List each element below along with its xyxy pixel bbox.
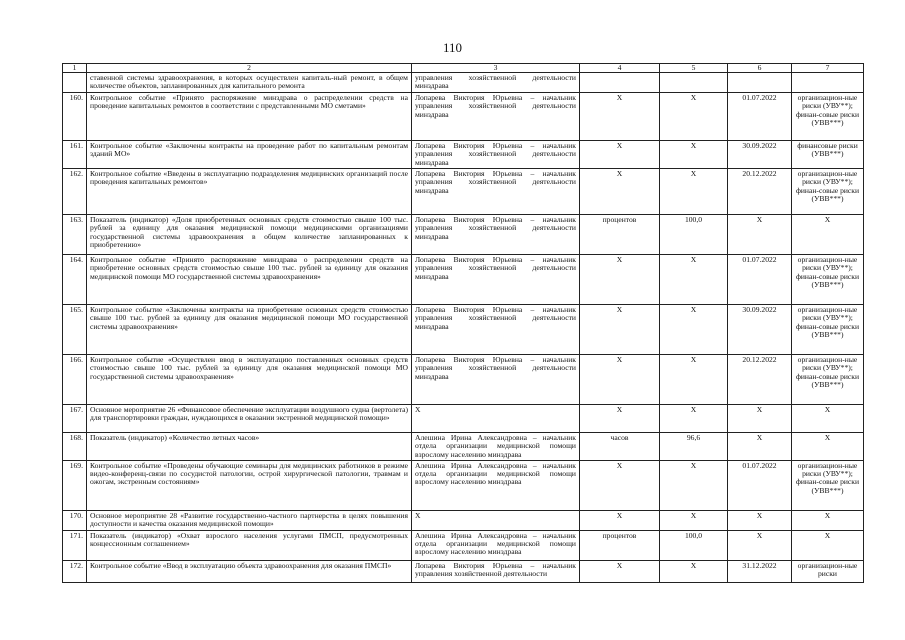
table-row	[63, 433, 864, 461]
risks-cell	[792, 73, 864, 93]
responsible-person: Алешина Ирина Александровна – начальник отдела организации медицинской помощи взрослому населению минздрава	[412, 433, 580, 461]
header-cell: 5	[660, 64, 728, 73]
date-cell: 01.07.2022	[728, 93, 792, 141]
risks-cell: организацион-ные риски (УВУ**); финан-совые риски (УВВ***)	[792, 169, 864, 215]
date-cell: 31.12.2022	[728, 560, 792, 582]
unit-cell: X	[580, 510, 660, 530]
table-row	[63, 530, 864, 560]
row-number: 170.	[63, 510, 87, 530]
row-number: 166.	[63, 355, 87, 405]
value-cell: X	[660, 405, 728, 433]
value-cell: X	[660, 355, 728, 405]
value-cell: X	[660, 93, 728, 141]
value-cell: 100,0	[660, 530, 728, 560]
row-number: 165.	[63, 305, 87, 355]
responsible-person: Алешина Ирина Александровна – начальник отдела организации медицинской помощи взрослому населению минздрава	[412, 460, 580, 510]
table-row	[63, 560, 864, 582]
unit-cell: X	[580, 255, 660, 305]
row-number: 160.	[63, 93, 87, 141]
value-cell: X	[660, 560, 728, 582]
unit-cell: X	[580, 460, 660, 510]
unit-cell: процентов	[580, 530, 660, 560]
responsible-person: Лопарева Виктория Юрьевна – начальник управления хозяйственной деятельности минздрава	[412, 305, 580, 355]
event-text: Показатель (индикатор) «Количество летных часов»	[87, 433, 412, 461]
value-cell: X	[660, 141, 728, 169]
date-cell: X	[728, 405, 792, 433]
header-cell: 3	[412, 64, 580, 73]
table-row	[63, 93, 864, 141]
event-text: ставенной системы здравоохранения, в которых осуществлен капиталь-ный ремонт, в общем количестве объектов, запланированных для капитального ремонта	[87, 73, 412, 93]
program-table	[62, 63, 864, 583]
unit-cell: X	[580, 405, 660, 433]
risks-cell: организацион-ные риски (УВУ**); финан-совые риски (УВВ***)	[792, 460, 864, 510]
unit-cell: X	[580, 305, 660, 355]
row-number: 161.	[63, 141, 87, 169]
risks-cell: X	[792, 215, 864, 255]
header-cell: 1	[63, 64, 87, 73]
event-text: Контрольное событие «Введены в эксплуатацию подразделения медицинских организаций после проведения капитальных ремонтов»	[87, 169, 412, 215]
date-cell	[728, 73, 792, 93]
responsible-person: Лопарева Виктория Юрьевна – начальник управления хозяйственной деятельности минздрава	[412, 93, 580, 141]
responsible-person: Лопарева Виктория Юрьевна – начальник управления хозяйственной деятельности	[412, 560, 580, 582]
date-cell: 20.12.2022	[728, 355, 792, 405]
value-cell: 96,6	[660, 433, 728, 461]
table-row	[63, 215, 864, 255]
risks-cell: X	[792, 530, 864, 560]
table-row	[63, 255, 864, 305]
unit-cell: X	[580, 93, 660, 141]
date-cell: X	[728, 510, 792, 530]
responsible-person: Лопарева Виктория Юрьевна – начальник управления хозяйственной деятельности минздрава	[412, 355, 580, 405]
unit-cell: часов	[580, 433, 660, 461]
value-cell: X	[660, 255, 728, 305]
risks-cell: X	[792, 405, 864, 433]
row-number: 171.	[63, 530, 87, 560]
risks-cell: X	[792, 510, 864, 530]
unit-cell: X	[580, 560, 660, 582]
event-text: Основное мероприятие 26 «Финансовое обеспечение эксплуатации воздушного судна (вертолета) для транспортировки граждан, нуждающихся в оказании экстренной медицинской помощи»	[87, 405, 412, 433]
header-cell: 4	[580, 64, 660, 73]
responsible-person: X	[412, 405, 580, 433]
unit-cell: X	[580, 169, 660, 215]
date-cell: 01.07.2022	[728, 460, 792, 510]
date-cell: X	[728, 215, 792, 255]
date-cell: X	[728, 433, 792, 461]
page-number: 110	[442, 40, 463, 55]
row-number: 164.	[63, 255, 87, 305]
responsible-person: Лопарева Виктория Юрьевна – начальник управления хозяйственной деятельности минздрава	[412, 169, 580, 215]
date-cell: 20.12.2022	[728, 169, 792, 215]
row-number: 169.	[63, 460, 87, 510]
row-number	[63, 73, 87, 93]
date-cell: 30.09.2022	[728, 141, 792, 169]
event-text: Контрольное событие «Заключены контракты на проведение работ по капитальным ремонтам зданий МО»	[87, 141, 412, 169]
event-text: Контрольное событие «Принято распоряжение минздрава о распределении средств на проведение капитальных ремонтов в соответствии с представленными МО сметами»	[87, 93, 412, 141]
value-cell	[660, 73, 728, 93]
responsible-person: Лопарева Виктория Юрьевна – начальник управления хозяйственной деятельности минздрава	[412, 215, 580, 255]
unit-cell: X	[580, 141, 660, 169]
responsible-person: X	[412, 510, 580, 530]
table-row	[63, 305, 864, 355]
event-text: Показатель (индикатор) «Охват взрослого населения услугами ПМСП, предусмотренных концессионным соглашением»	[87, 530, 412, 560]
risks-cell: организацион-ные риски (УВУ**); финан-совые риски (УВВ***)	[792, 255, 864, 305]
responsible-person: Лопарева Виктория Юрьевна – начальник управления хозяйственной деятельности минздрава	[412, 141, 580, 169]
event-text: Контрольное событие «Ввод в эксплуатацию объекта здравоохранения для оказания ПМСП»	[87, 560, 412, 582]
continuation-row	[63, 73, 864, 93]
header-cell: 2	[87, 64, 412, 73]
unit-cell	[580, 73, 660, 93]
risks-cell: организацион-ные риски (УВУ**); финан-совые риски (УВВ***)	[792, 305, 864, 355]
event-text: Контрольное событие «Заключены контракты на приобретение основных средств стоимостью свыше 100 тыс. рублей за единицу для оказания медицинской помощи МО государственной системы здравоохранения»	[87, 305, 412, 355]
event-text: Показатель (индикатор) «Доля приобретенных основных средств стоимостью свыше 100 тыс. рублей за единицу для оказания медицинской помощи медицинскими организациями государственной системы здравоохранения в общем количестве запланированных к приобретению»	[87, 215, 412, 255]
event-text: Основное мероприятие 28 «Развитие государственно-частного партнерства в целях повышения доступности и качества оказания медицинской помощи»	[87, 510, 412, 530]
table-row	[63, 355, 864, 405]
risks-cell: организацион-ные риски (УВУ**); финан-совые риски (УВВ***)	[792, 93, 864, 141]
row-number: 162.	[63, 169, 87, 215]
header-cell: 6	[728, 64, 792, 73]
unit-cell: X	[580, 355, 660, 405]
value-cell: X	[660, 460, 728, 510]
value-cell: X	[660, 169, 728, 215]
risks-cell: организацион-ные риски	[792, 560, 864, 582]
responsible-person: управления хозяйственной деятельности минздрава	[412, 73, 580, 93]
row-number: 172.	[63, 560, 87, 582]
risks-cell: X	[792, 433, 864, 461]
event-text: Контрольное событие «Проведены обучающие семинары для медицинских работников в режиме видео-конференц-связи по сосудистой патологии, острой хирургической патологии, травмам и ожогам, экстренным состояниям»	[87, 460, 412, 510]
value-cell: X	[660, 305, 728, 355]
responsible-person: Лопарева Виктория Юрьевна – начальник управления хозяйственной деятельности минздрава	[412, 255, 580, 305]
table-row	[63, 141, 864, 169]
header-cell: 7	[792, 64, 864, 73]
table-row	[63, 510, 864, 530]
table-row	[63, 460, 864, 510]
risks-cell: организацион-ные риски (УВУ**); финан-совые риски (УВВ***)	[792, 355, 864, 405]
table-row	[63, 405, 864, 433]
unit-cell: процентов	[580, 215, 660, 255]
responsible-person: Алешина Ирина Александровна – начальник отдела организации медицинской помощи взрослому населению минздрава	[412, 530, 580, 560]
risks-cell: финансовые риски (УВВ***)	[792, 141, 864, 169]
table-row	[63, 169, 864, 215]
date-cell: 01.07.2022	[728, 255, 792, 305]
date-cell: 30.09.2022	[728, 305, 792, 355]
value-cell: X	[660, 510, 728, 530]
row-number: 168.	[63, 433, 87, 461]
event-text: Контрольное событие «Принято распоряжение минздрава о распределении средств на приобретение основных средств стоимостью свыше 100 тыс. рублей за единицу для оказания медицинской помощи МО государственной системы здравоохранения»	[87, 255, 412, 305]
row-number: 163.	[63, 215, 87, 255]
row-number: 167.	[63, 405, 87, 433]
date-cell: X	[728, 530, 792, 560]
value-cell: 100,0	[660, 215, 728, 255]
event-text: Контрольное событие «Осуществлен ввод в эксплуатацию поставленных основных средств стоимостью свыше 100 тыс. рублей за единицу для оказания медицинской помощи МО государственной системы здравоохранения»	[87, 355, 412, 405]
header-row	[63, 64, 864, 73]
